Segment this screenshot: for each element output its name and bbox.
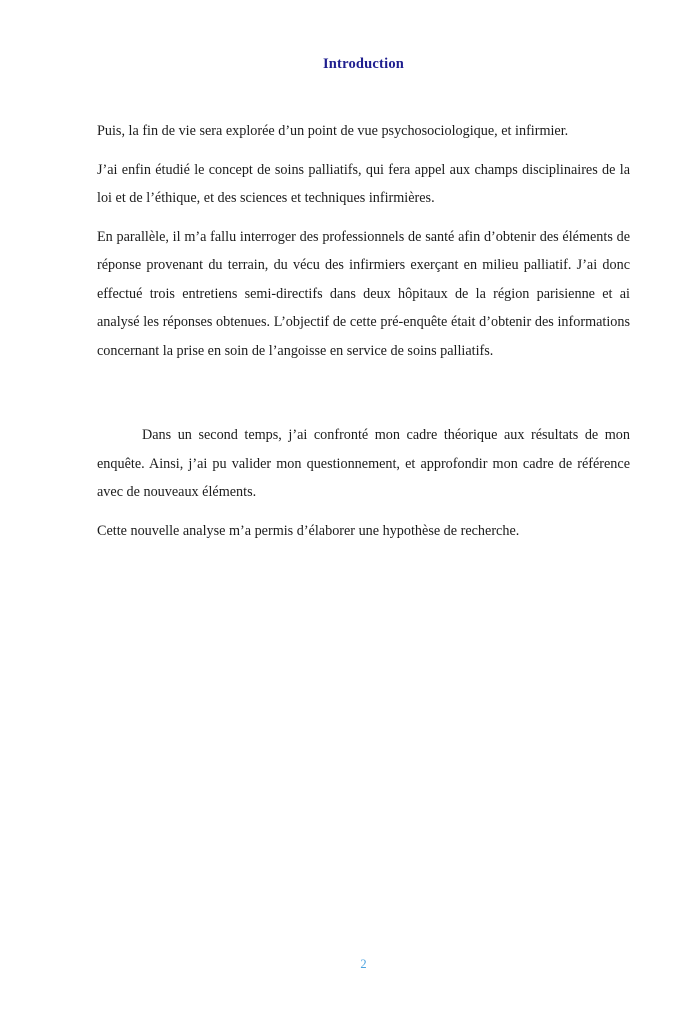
body-paragraph: J’ai enfin étudié le concept de soins palliatifs, qui fera appel aux champs disciplinaires de la loi et de l’éthique, et des sciences et techniques infirmières.	[97, 161, 630, 206]
body-paragraph: Cette nouvelle analyse m’a permis d’élaborer une hypothèse de recherche.	[97, 522, 520, 539]
page-title: Introduction	[322, 56, 405, 72]
body-paragraph: Puis, la fin de vie sera explorée d’un point de vue psychosociologique, et infirmier.	[97, 123, 569, 139]
page-number: 2	[360, 957, 367, 971]
body-paragraph: Dans un second temps, j’ai confronté mon cadre théorique aux résultats de mon enquête. Ainsi, j’ai pu valider mon questionnement, et approfondir mon cadre de référence avec de nouveaux éléments.	[97, 427, 630, 500]
body-paragraph: En parallèle, il m’a fallu interroger des professionnels de santé afin d’obtenir des éléments de réponse provenant du terrain, du vécu des infirmiers exerçant en milieu palliatif. J’ai donc effectué trois entretiens semi-directifs dans deux hôpitaux de la région parisienne et ai analysé les réponses obtenues. L’objectif de cette pré-enquête était d’obtenir des informations concernant la prise en soin de l’angoisse en service de soins palliatifs.	[97, 228, 630, 359]
